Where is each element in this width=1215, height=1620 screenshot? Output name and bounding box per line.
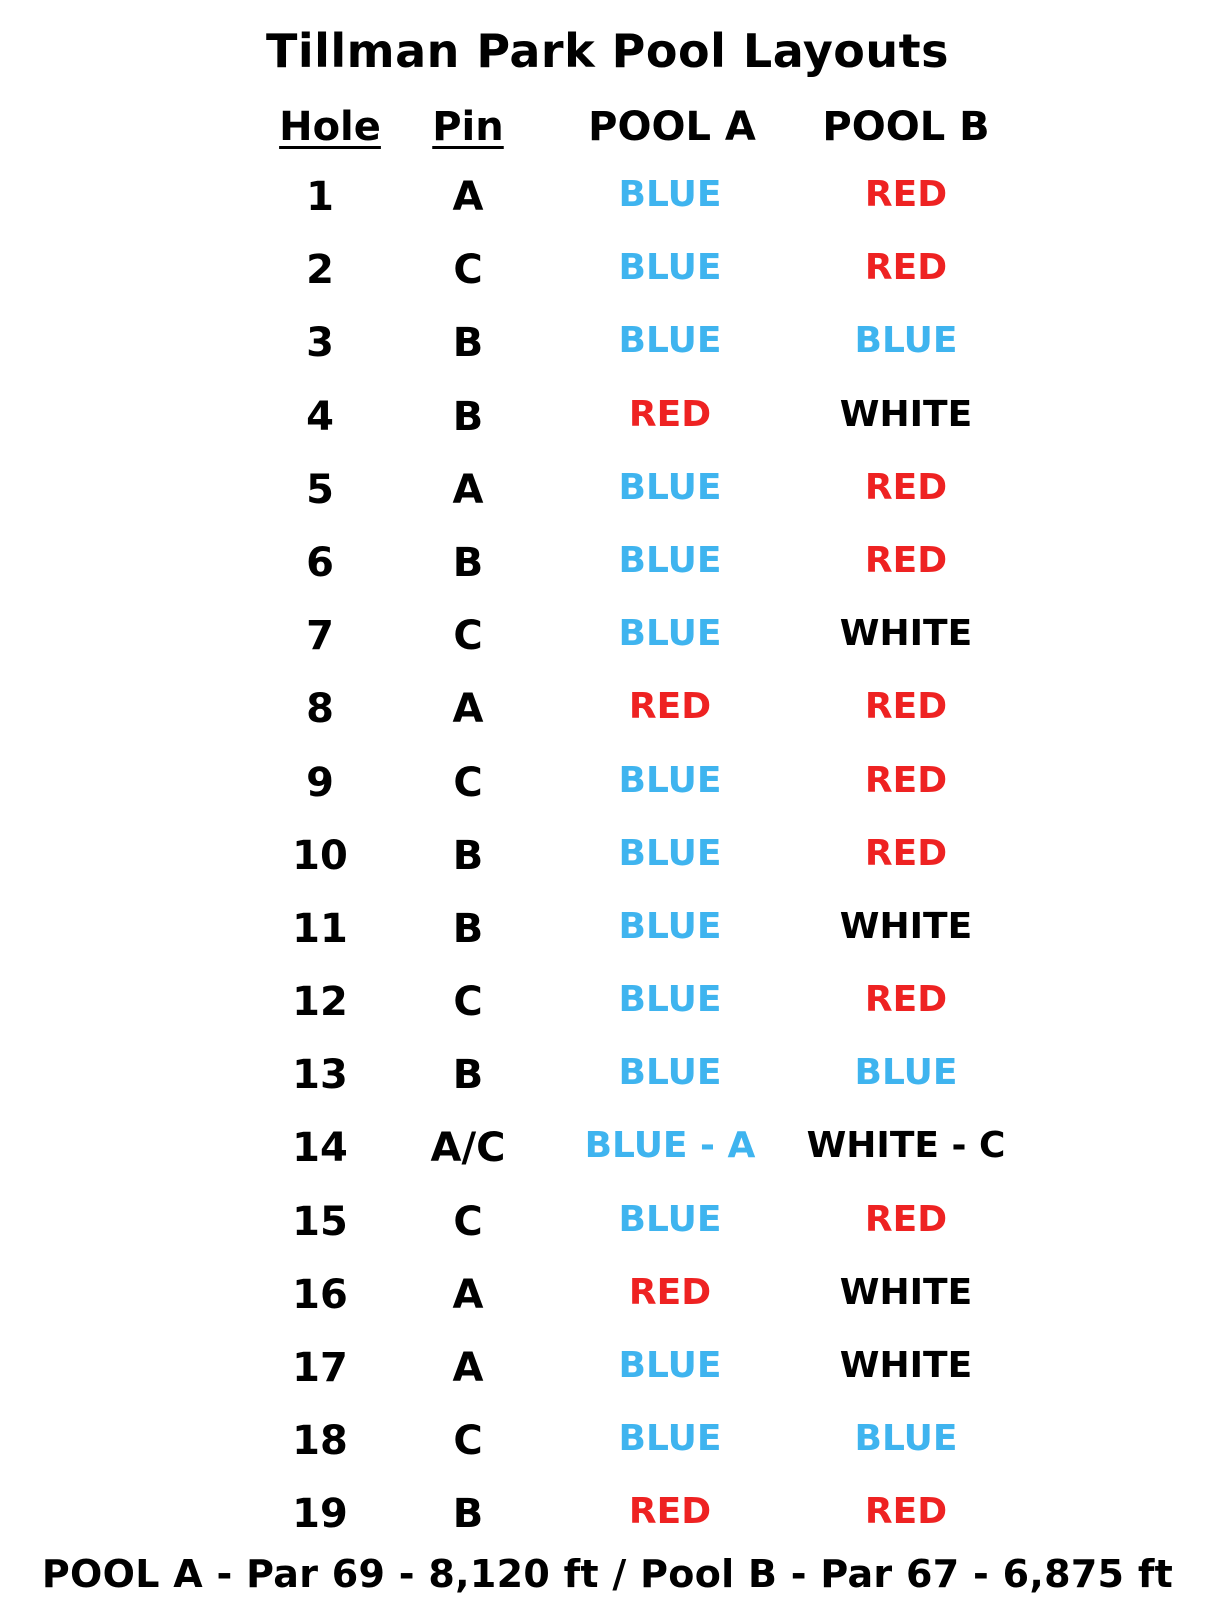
hole-number: 1 <box>306 174 334 220</box>
hole-number: 3 <box>306 320 334 367</box>
pool-b-tee: RED <box>864 1198 948 1240</box>
pin-position: B <box>452 393 484 440</box>
hole-number: 13 <box>292 1052 348 1099</box>
pool-a-tee: BLUE <box>618 979 722 1021</box>
table-row <box>0 1408 1215 1481</box>
header-pool-b: POOL B <box>822 104 990 150</box>
pin-position: A <box>452 174 484 220</box>
table-row <box>0 896 1215 969</box>
pin-position: B <box>452 905 484 952</box>
hole-number: 7 <box>306 613 334 660</box>
hole-number: 17 <box>292 1345 348 1391</box>
pool-b-tee: BLUE <box>854 320 958 362</box>
pin-position: B <box>452 320 484 367</box>
hole-number: 4 <box>306 393 334 440</box>
pin-position: C <box>453 979 483 1026</box>
hole-number: 2 <box>306 247 334 294</box>
table-row <box>0 237 1215 310</box>
pin-position: B <box>452 832 484 879</box>
pool-a-tee: BLUE <box>618 1198 722 1240</box>
table-row <box>0 823 1215 896</box>
hole-number: 9 <box>306 759 334 806</box>
pin-position: C <box>453 247 483 294</box>
pool-b-tee: RED <box>864 466 948 508</box>
pool-b-tee: WHITE <box>839 1271 973 1313</box>
pool-b-tee: WHITE <box>839 1345 973 1386</box>
hole-number: 6 <box>306 539 334 586</box>
hole-number: 15 <box>292 1198 348 1245</box>
pool-b-tee: WHITE <box>839 905 973 947</box>
pin-position: C <box>453 1198 483 1245</box>
pin-position: A <box>452 1345 484 1391</box>
table-row <box>0 164 1215 237</box>
pool-b-tee: RED <box>864 979 948 1021</box>
table-row <box>0 1189 1215 1262</box>
table-row <box>0 1481 1215 1554</box>
pool-b-tee: RED <box>864 539 948 581</box>
pool-b-tee: RED <box>864 247 948 289</box>
pin-position: B <box>452 1052 484 1099</box>
pool-a-tee: RED <box>628 393 712 435</box>
pin-position: C <box>453 1418 483 1465</box>
pool-a-tee: BLUE <box>618 613 722 655</box>
pool-b-tee: RED <box>864 686 948 728</box>
pin-position: B <box>452 539 484 586</box>
hole-number: 12 <box>292 979 348 1026</box>
pool-b-tee: BLUE <box>854 1052 958 1094</box>
pool-b-tee: RED <box>864 759 948 801</box>
table-row <box>0 310 1215 383</box>
table-row <box>0 969 1215 1042</box>
pin-position: B <box>452 1491 484 1538</box>
pool-a-tee: BLUE <box>618 832 722 874</box>
course-summary: POOL A - Par 69 - 8,120 ft / Pool B - Par 67 - 6,875 ft <box>41 1552 1174 1596</box>
pool-b-tee: BLUE <box>854 1418 958 1460</box>
hole-number: 18 <box>292 1418 348 1465</box>
pool-a-tee: BLUE <box>618 1418 722 1460</box>
hole-number: 11 <box>292 905 348 952</box>
pool-a-tee: RED <box>628 1491 712 1533</box>
hole-number: 14 <box>292 1125 348 1172</box>
pool-a-tee: BLUE <box>618 1345 722 1386</box>
pool-a-tee: BLUE <box>618 905 722 947</box>
table-row <box>0 457 1215 530</box>
pool-a-tee: BLUE <box>618 320 722 362</box>
page-title: Tillman Park Pool Layouts <box>265 24 950 78</box>
pin-position: A <box>452 466 484 513</box>
pool-a-tee: BLUE <box>618 1052 722 1094</box>
pool-a-tee: BLUE <box>618 174 722 215</box>
table-row <box>0 750 1215 823</box>
pin-position: A <box>452 1271 484 1318</box>
hole-number: 19 <box>292 1491 348 1538</box>
pool-b-tee: WHITE <box>839 393 973 435</box>
table-row <box>0 1115 1215 1188</box>
pool-a-tee: BLUE <box>618 539 722 581</box>
table-row <box>0 530 1215 603</box>
pool-b-tee: RED <box>864 1491 948 1533</box>
hole-number: 16 <box>292 1271 348 1318</box>
layout-table <box>0 164 1215 1555</box>
hole-number: 10 <box>292 832 348 879</box>
pool-a-tee: BLUE <box>618 247 722 289</box>
pool-a-tee: BLUE - A <box>584 1125 756 1167</box>
header-hole: Hole <box>279 104 381 150</box>
pool-a-tee: BLUE <box>618 466 722 508</box>
pool-a-tee: RED <box>628 686 712 728</box>
table-row <box>0 1262 1215 1335</box>
pool-a-tee: BLUE <box>618 759 722 801</box>
header-pool-a: POOL A <box>588 104 756 150</box>
table-row <box>0 1335 1215 1408</box>
pin-position: A <box>452 686 484 733</box>
table-row <box>0 676 1215 749</box>
table-header <box>0 104 1215 164</box>
pool-b-tee: RED <box>864 174 948 215</box>
pool-b-tee: WHITE - C <box>806 1125 1006 1167</box>
pool-b-tee: WHITE <box>839 613 973 655</box>
hole-number: 8 <box>306 686 334 733</box>
table-row <box>0 1042 1215 1115</box>
table-row <box>0 603 1215 676</box>
pool-b-tee: RED <box>864 832 948 874</box>
table-row <box>0 384 1215 457</box>
pin-position: C <box>453 613 483 660</box>
header-pin: Pin <box>432 104 504 150</box>
pool-a-tee: RED <box>628 1271 712 1313</box>
pin-position: A/C <box>430 1125 506 1172</box>
pin-position: C <box>453 759 483 806</box>
hole-number: 5 <box>306 466 334 513</box>
